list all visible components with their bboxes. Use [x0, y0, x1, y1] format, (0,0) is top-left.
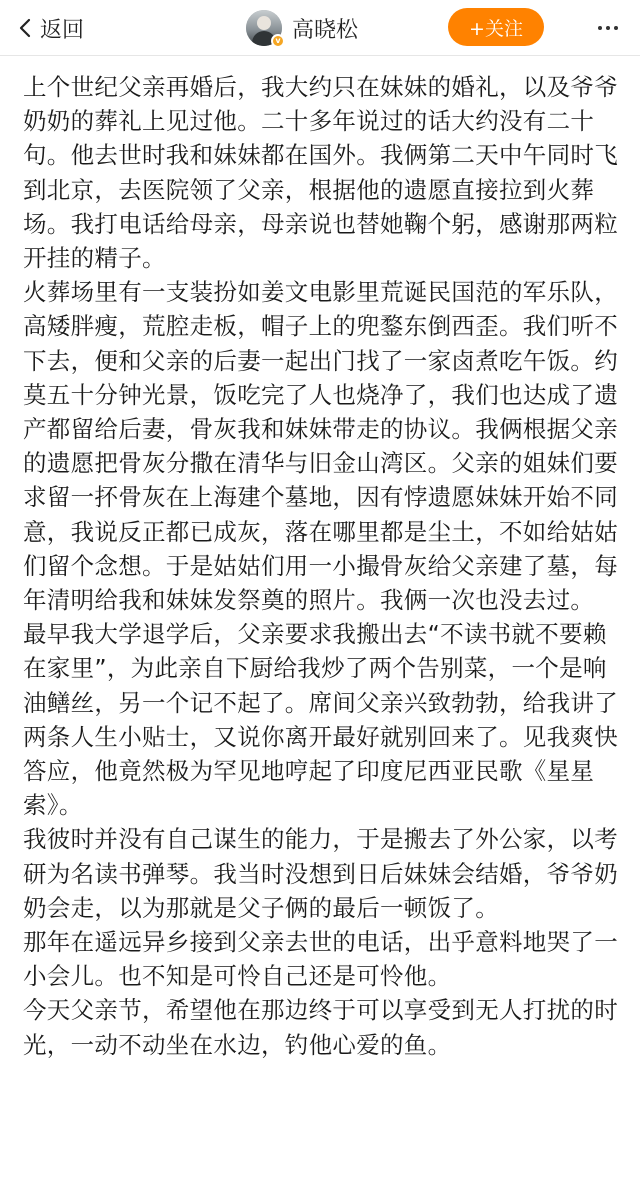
article-paragraph: 最早我大学退学后，父亲要求我搬出去“不读书就不要赖在家里”，为此亲自下厨给我炒了两个告别菜，一个是响油鳝丝，另一个记不起了。席间父亲兴致勃勃，给我讲了两条人生小贴士，又说你离开最好就别回来了。见我爽快答应，他竟然极为罕见地哼起了印度尼西亚民歌《星星索》。 [23, 620, 618, 820]
more-dots-icon [598, 26, 618, 30]
back-label: 返回 [40, 17, 85, 43]
follow-button[interactable]: +关注 [448, 8, 544, 46]
top-nav-bar [0, 0, 640, 56]
article-paragraph: 上个世纪父亲再婚后，我大约只在妹妹的婚礼，以及爷爷奶奶的葬礼上见过他。二十多年说过的话大约没有二十句。他去世时我和妹妹都在国外。我俩第二天中午同时飞到北京，去医院领了父亲，根据他的遗愿直接拉到火葬场。我打电话给母亲，母亲说也替她鞠个躬，感谢那两粒开挂的精子。 [23, 73, 618, 273]
article-paragraph: 火葬场里有一支装扮如姜文电影里荒诞民国范的军乐队，高矮胖瘦，荒腔走板，帽子上的兜鍪东倒西歪。我们听不下去，便和父亲的后妻一起出门找了一家卤煮吃午饭。约莫五十分钟光景，饭吃完了人也烧净了，我们也达成了遗产都留给后妻，骨灰我和妹妹带走的协议。我俩根据父亲的遗愿把骨灰分撒在清华与旧金山湾区。父亲的姐妹们要求留一抔骨灰在上海建个墓地，因有悖遗愿妹妹开始不同意，我说反正都已成灰，落在哪里都是尘土，不如给姑姑们留个念想。于是姑姑们用一小撮骨灰给父亲建了墓，每年清明给我和妹妹发祭奠的照片。我俩一次也没去过。 [23, 278, 618, 615]
verified-badge-icon: v [271, 34, 285, 48]
user-info[interactable] [246, 0, 358, 56]
article-paragraph: 我彼时并没有自己谋生的能力，于是搬去了外公家，以考研为名读书弹琴。我当时没想到日后妹妹会结婚，爷爷奶奶会走，以为那就是父子俩的最后一顿饭了。 [23, 825, 618, 922]
avatar[interactable] [246, 10, 282, 46]
article-body [23, 70, 623, 1062]
username[interactable]: 高晓松 [292, 17, 359, 43]
back-button[interactable] [14, 0, 84, 56]
article-paragraph: 那年在遥远异乡接到父亲去世的电话，出乎意料地哭了一小会儿。也不知是可怜自己还是可怜他。 [23, 928, 618, 991]
more-button[interactable] [588, 0, 628, 56]
article-paragraph: 今天父亲节，希望他在那边终于可以享受到无人打扰的时光，一动不动坐在水边，钓他心爱的鱼。 [23, 996, 618, 1059]
chevron-left-icon [14, 16, 38, 40]
